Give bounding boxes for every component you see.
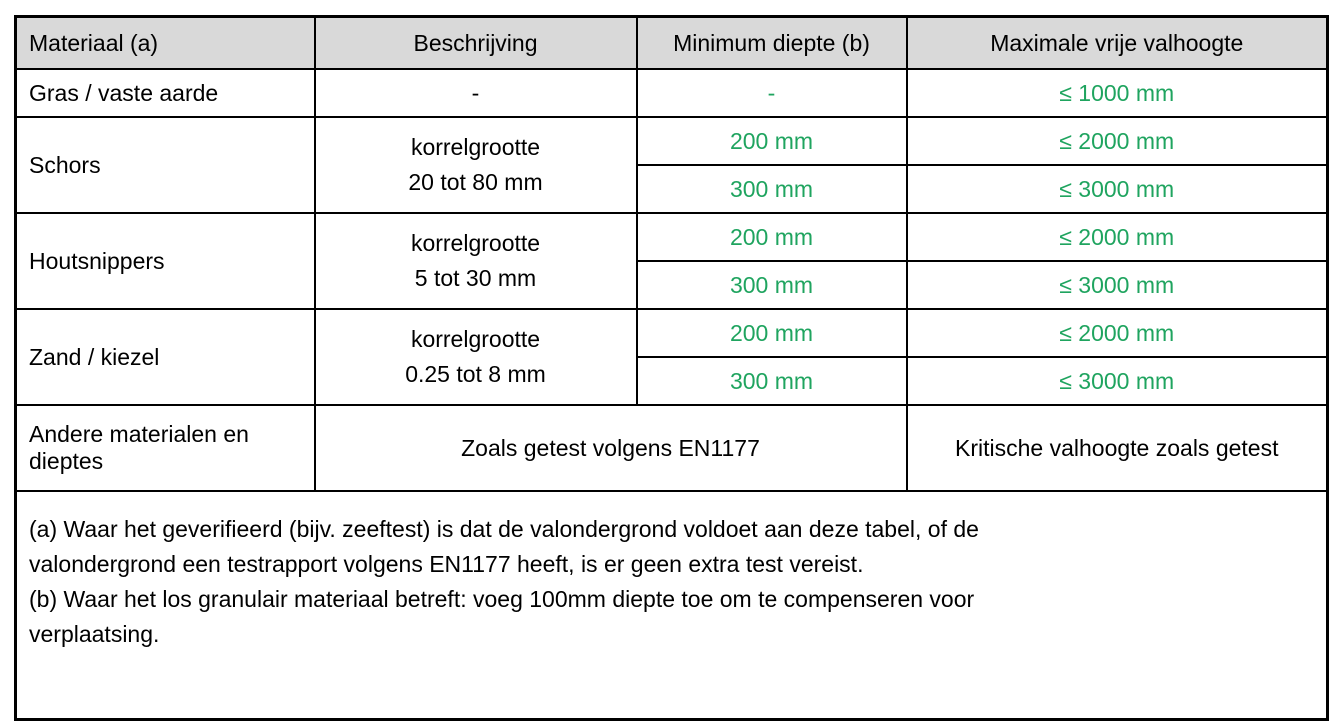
description-line1: korrelgrootte — [410, 326, 541, 352]
table-row-gras — [16, 69, 1328, 117]
description-line1: korrelgrootte — [410, 134, 541, 160]
min-depth-cell: 300 mm — [637, 261, 907, 309]
max-fall-cell: ≤ 3000 mm — [907, 357, 1328, 405]
footnote-line-3: (b) Waar het los granulair materiaal betreft: voeg 100mm diepte toe om te compenseren voor — [29, 586, 975, 612]
description-cell — [315, 309, 637, 405]
material-cell: Andere materialen en dieptes — [16, 405, 315, 491]
footnote-line-1: (a) Waar het geverifieerd (bijv. zeeftest) is dat de valondergrond voldoet aan deze tabel, of de — [29, 516, 979, 542]
description-cell — [315, 117, 637, 213]
min-depth-cell: 200 mm — [637, 213, 907, 261]
max-fall-cell: ≤ 3000 mm — [907, 261, 1328, 309]
header-max-fall: Maximale vrije valhoogte — [907, 17, 1328, 70]
header-material: Materiaal (a) — [16, 17, 315, 70]
material-cell: Zand / kiezel — [16, 309, 315, 405]
material-cell: Houtsnippers — [16, 213, 315, 309]
description-cell: - — [315, 69, 637, 117]
table-row-schors — [16, 117, 1328, 165]
footnote-cell — [16, 491, 1328, 720]
max-fall-cell: ≤ 2000 mm — [907, 117, 1328, 165]
min-depth-cell: 200 mm — [637, 117, 907, 165]
description-cell — [315, 213, 637, 309]
footnote-line-2: valondergrond een testrapport volgens EN1177 heeft, is er geen extra test vereist. — [29, 551, 864, 577]
max-fall-cell: ≤ 1000 mm — [907, 69, 1328, 117]
min-depth-cell: 200 mm — [637, 309, 907, 357]
table-row-andere — [16, 405, 1328, 491]
description-line2: 20 tot 80 mm — [408, 169, 543, 195]
fall-surface-material-table — [14, 15, 1329, 721]
header-min-depth: Minimum diepte (b) — [637, 17, 907, 70]
table-row-zand — [16, 309, 1328, 357]
test-method-cell: Zoals getest volgens EN1177 — [315, 405, 907, 491]
description-line2: 5 tot 30 mm — [414, 265, 537, 291]
max-fall-cell: ≤ 3000 mm — [907, 165, 1328, 213]
description-line1: korrelgrootte — [410, 230, 541, 256]
min-depth-cell: - — [637, 69, 907, 117]
header-description: Beschrijving — [315, 17, 637, 70]
min-depth-cell: 300 mm — [637, 357, 907, 405]
description-line2: 0.25 tot 8 mm — [405, 361, 546, 387]
material-cell: Schors — [16, 117, 315, 213]
max-fall-cell: ≤ 2000 mm — [907, 213, 1328, 261]
table-header-row — [16, 17, 1328, 70]
min-depth-cell: 300 mm — [637, 165, 907, 213]
max-fall-cell: ≤ 2000 mm — [907, 309, 1328, 357]
table-row-footnotes — [16, 491, 1328, 720]
table-row-houtsnippers — [16, 213, 1328, 261]
max-fall-cell: Kritische valhoogte zoals getest — [907, 405, 1328, 491]
material-cell: Gras / vaste aarde — [16, 69, 315, 117]
footnote-line-4: verplaatsing. — [29, 621, 160, 647]
